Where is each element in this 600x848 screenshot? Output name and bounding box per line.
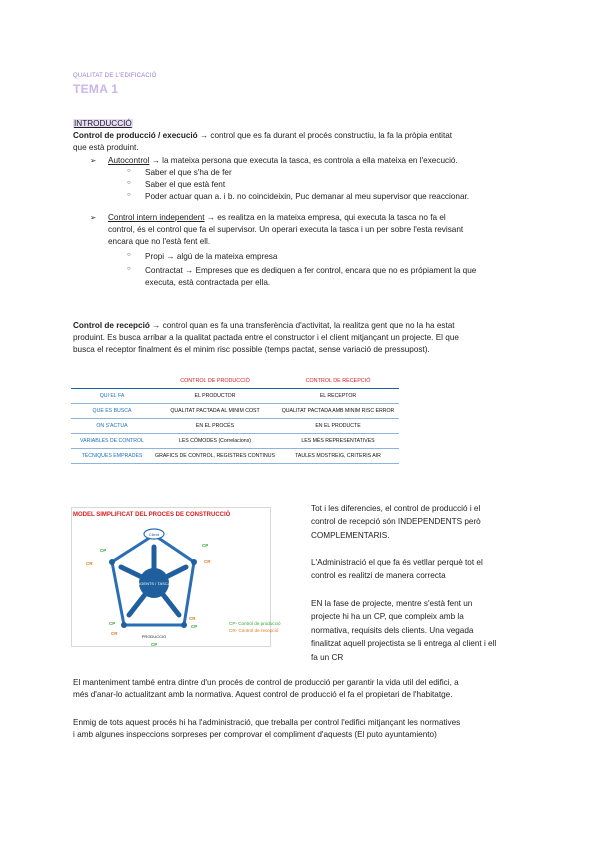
bullet-control-intern (108, 212, 528, 224)
bullet-continuation: encara que no l'està fent ell. (108, 237, 211, 246)
table-cell: EN EL PROCÉS (153, 419, 277, 434)
sub-bullet-contractat-cont: executa, està contractada per ella. (145, 278, 271, 287)
text-line: L'Administració el que fa és vetllar perquè tot el (311, 558, 483, 567)
sub-bullet-1: Saber el que s'ha de fer (145, 168, 232, 177)
circle-bullet-icon: ○ (127, 192, 131, 198)
text-line: control es realitzi de manera correcta (311, 571, 446, 581)
bullet-autocontrol (108, 155, 458, 167)
section-heading-intro: INTRODUCCIÓ (74, 119, 132, 128)
table-row-header: QUI EL FA (71, 389, 153, 404)
legend-cp: CP- Control de producció (229, 621, 281, 626)
table-row (71, 389, 399, 404)
sub-bullet-contractat: Contractat → Empreses que es dediquen a fer control, encara que no es própiament la que (145, 266, 477, 275)
cr-marker: CR (204, 559, 211, 564)
text-line: EN la fase de projecte, mentre s'està fent un (311, 599, 473, 608)
table-row (71, 419, 399, 434)
table-header-cell: CONTROL DE PRODUCCIÓ (153, 374, 277, 389)
bottom-label: PRODUCCIO (141, 634, 167, 639)
circle-bullet-icon: ○ (127, 180, 131, 186)
table-row (71, 434, 399, 449)
paragraph-text: → control quan es fa una transferència d'activitat, la realitza gent que no la ha estat (149, 321, 455, 330)
node (191, 559, 197, 565)
term-control-produccio: Control de producció / execució (73, 131, 198, 140)
circle-bullet-icon: ○ (127, 252, 131, 258)
course-label: QUALITAT DE L'EDIFICACIÓ (73, 73, 157, 79)
node-client-label: Client (148, 532, 160, 537)
bullet-text: → la mateixa persona que executa la tasca, es controla a ella mateixa en l'execució. (149, 156, 458, 165)
arrow-bullet-icon: ➢ (90, 156, 97, 165)
table-row-header: QUE ES BUSCA (71, 404, 153, 419)
right-paragraph-2 (311, 556, 528, 583)
arrow-bullet-icon: ➢ (90, 213, 97, 222)
paragraph-administracio-cont: i amb algunes inspeccions sorpreses per comprovar el compliment d'aquests (El puto ayuntamiento) (73, 730, 437, 739)
table-row-header: VARIABLES DE CONTROL (71, 434, 153, 449)
term-control-intern: Control intern independent (108, 213, 205, 222)
paragraph-administracio: Enmig de tots aquest procés hi ha l'administració, que treballa per control l'edifici mitjançant les normatives (73, 718, 461, 727)
text-line: Tot i les diferencies, el control de producció i el (311, 504, 481, 513)
paragraph-control-recepcio (73, 320, 528, 332)
paragraph-text: busca el receptor finalment és el minim risc possible (temps pactat, sense variació de pressupost). (73, 345, 430, 354)
table-cell: QUALITAT PACTADA AMB MINIM RISC ERROR (277, 404, 399, 419)
construction-process-diagram (71, 507, 271, 647)
term-autocontrol: Autocontrol (108, 156, 150, 165)
center-label: AGENTS / TASCA (137, 581, 171, 586)
sub-bullet-3: Poder actuar quan a. i b. no coincideixin, Puc demanar al meu supervisor que reaccionar. (145, 192, 470, 201)
bullet-continuation: control, és el control que fa el supervisor. Un operari executa la tasca i un per sobre l'esta revisant (108, 225, 464, 234)
cr-marker: CR (189, 616, 196, 621)
cp-marker: CP (100, 548, 107, 553)
cp-marker: CP (109, 621, 116, 626)
paragraph-text: → control que es fa durant el procés constructiu, la fa la pròpia entitat (197, 131, 453, 140)
node (121, 622, 127, 628)
cr-marker: CR (111, 631, 118, 636)
comparison-table (71, 374, 399, 464)
table-row (71, 404, 399, 419)
term-control-recepcio: Control de recepció (73, 321, 150, 330)
sub-bullet-2: Saber el que està fent (145, 180, 226, 189)
cp-marker: CP (151, 642, 158, 647)
sub-bullet-propi: Propi → algú de la mateixa empresa (145, 252, 278, 261)
table-header-row (71, 374, 399, 389)
text-line: projecte hi ha un CP, que compleix amb la (311, 612, 464, 622)
text-line: finalitzat aquell projectista se li entrega al client i ell (311, 639, 497, 649)
diagram-title: MODEL SIMPLIFICAT DEL PROCES DE CONSTRUCCIÓ (73, 512, 231, 518)
cp-marker: CP (202, 543, 209, 548)
table-cell: EN EL PRODUCTE (277, 419, 399, 434)
bullet-text: → es realitza en la mateixa empresa, qui executa la tasca no fa el (204, 213, 446, 222)
paragraph-manteniment: El manteniment també entra dintre d'un procés de control de producció per garantir la vida util del edifici, a (73, 678, 459, 687)
table-header-cell: CONTROL DE RECEPCIÓ (277, 374, 399, 389)
page-title: TEMA 1 (73, 82, 119, 96)
cr-marker: CR (86, 561, 93, 566)
paragraph-text: produint. Es busca arribar a la qualitat pactada entre el constructor i el client mitjançant un projecte. El que (73, 333, 459, 342)
node (109, 559, 115, 565)
circle-bullet-icon: ○ (127, 168, 131, 174)
table-cell: QUALITAT PACTADA AL MINIM COST (153, 404, 277, 419)
table-cell: EL PRODUCTOR (153, 389, 277, 404)
table-header-cell (71, 374, 153, 389)
table-row-header: TÉCNIQUES EMPRADES (71, 449, 153, 464)
table-cell: TAULES MOSTREIG, CRITERIS AIR (277, 449, 399, 464)
table-row (71, 449, 399, 464)
paragraph-manteniment-cont: més d'anar-lo actualitzant amb la normativa. Aquest control de producció el fa el propietari de l'habitatge. (73, 690, 453, 699)
right-paragraph-1 (311, 502, 528, 542)
text-line: COMPLEMENTARIS. (311, 530, 390, 540)
table-cell: EL RECEPTOR (277, 389, 399, 404)
text-line: control de recepció són INDEPENDENTS però (311, 517, 481, 527)
right-paragraph-3 (311, 597, 528, 664)
table-cell: LES CÓMODES (Correlacions) (153, 434, 277, 449)
cp-marker: CP (191, 624, 198, 629)
legend-cr: CR- Control de recepció (229, 628, 279, 633)
table-row-header: ON S'ACTUA (71, 419, 153, 434)
table-cell: GRAFICS DE CONTROL, REGISTRES CONTINUS (153, 449, 277, 464)
table-cell: LES MÉS REPRESENTATIVES (277, 434, 399, 449)
paragraph-control-produccio (73, 130, 528, 142)
circle-bullet-icon: ○ (127, 266, 131, 272)
text-line: normativa, requisits dels clients. Una vegada (311, 625, 474, 635)
node (181, 622, 187, 628)
text-line: fa un CR (311, 652, 344, 662)
paragraph-continuation: que està produint. (73, 143, 139, 152)
